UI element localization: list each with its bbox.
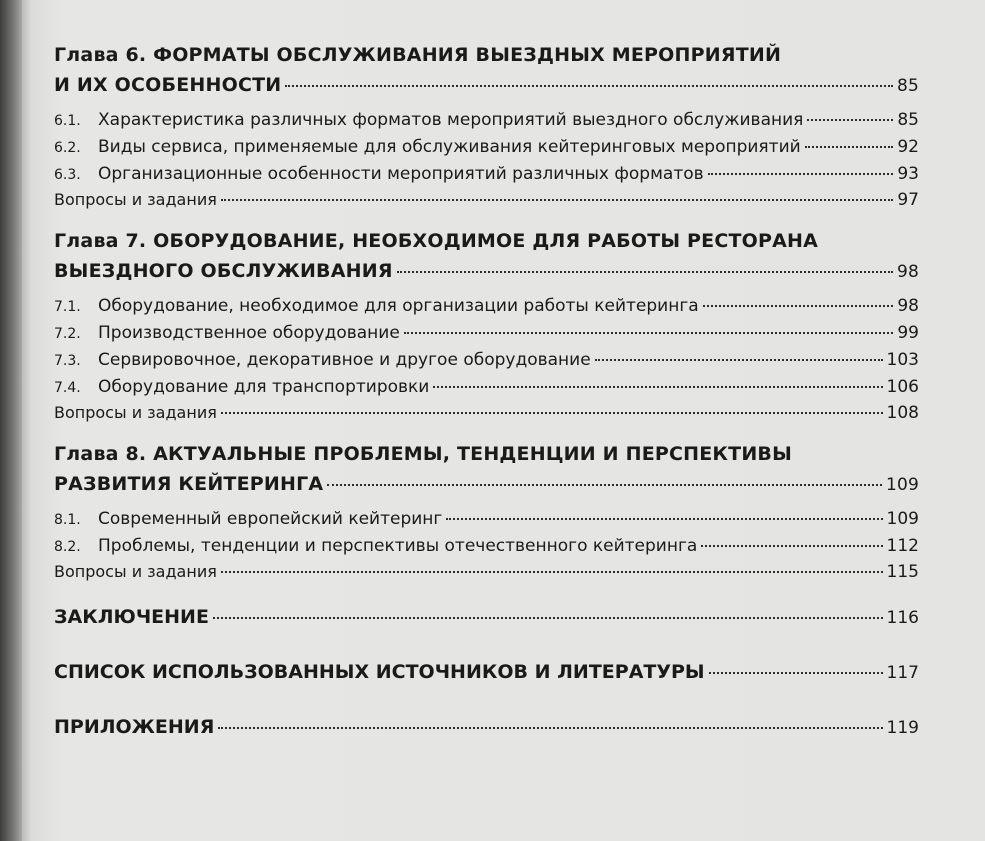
section-title: Характеристика различных форматов мероприятий выездного обслуживания [98, 110, 804, 130]
chapter-7 [54, 226, 919, 425]
questions-entry [54, 188, 919, 212]
toc-entry [54, 107, 919, 134]
page-number: 112 [886, 536, 919, 556]
toc-entry [54, 374, 919, 401]
section-title: Организационные особенности мероприятий различных форматов [98, 164, 704, 184]
references-entry [54, 657, 919, 688]
page-number: 92 [897, 137, 919, 157]
chapter-title-line1: Глава 8. АКТУАЛЬНЫЕ ПРОБЛЕМЫ, ТЕНДЕНЦИИ И ПЕРСПЕКТИВЫ [54, 443, 792, 465]
chapter-title-line2-row [54, 256, 919, 287]
dot-leader [433, 386, 882, 388]
chapter-8 [54, 439, 919, 584]
section-number: 6.1. [54, 113, 81, 129]
toc-entry [54, 134, 919, 161]
dot-leader [703, 305, 894, 307]
dot-leader [446, 518, 882, 520]
conclusion-title: ЗАКЛЮЧЕНИЕ [54, 606, 209, 628]
section-number: 7.4. [54, 380, 81, 396]
questions-title: Вопросы и задания [54, 562, 217, 581]
page-number: 98 [897, 296, 919, 316]
section-title: Производственное оборудование [98, 323, 400, 343]
toc-entry [54, 161, 919, 188]
toc-entry [54, 293, 919, 320]
page-number: 115 [886, 562, 919, 582]
dot-leader [709, 672, 883, 674]
section-title: Современный европейский кейтеринг [98, 509, 443, 529]
questions-title: Вопросы и задания [54, 190, 217, 209]
page-number: 93 [897, 164, 919, 184]
page-number: 109 [885, 475, 919, 495]
chapter-heading [54, 439, 919, 500]
page-number: 106 [886, 377, 919, 397]
chapter-title-line2-row [54, 70, 919, 101]
section-number: 7.3. [54, 353, 81, 369]
chapter-heading [54, 226, 919, 287]
chapter-title-line2-row [54, 469, 919, 500]
questions-title: Вопросы и задания [54, 403, 217, 422]
dot-leader [213, 617, 883, 619]
toc-entry [54, 506, 919, 533]
chapter-title-line2: РАЗВИТИЯ КЕЙТЕРИНГА [54, 473, 324, 495]
page-number: 119 [886, 718, 919, 738]
page-number: 108 [886, 403, 919, 423]
dot-leader [221, 199, 894, 201]
chapter-heading [54, 40, 919, 101]
table-of-contents [54, 40, 919, 767]
dot-leader [807, 119, 893, 121]
chapter-6 [54, 40, 919, 212]
page-number: 117 [886, 663, 919, 683]
section-number: 8.2. [54, 539, 81, 555]
dot-leader [701, 545, 882, 547]
page-number: 99 [897, 323, 919, 343]
chapter-title-line1: Глава 7. ОБОРУДОВАНИЕ, НЕОБХОДИМОЕ ДЛЯ РАБОТЫ РЕСТОРАНА [54, 230, 819, 252]
page-number: 98 [896, 262, 919, 282]
chapter-title-line2: И ИХ ОСОБЕННОСТИ [54, 74, 282, 96]
section-title: Сервировочное, декоративное и другое оборудование [98, 350, 591, 370]
toc-entry [54, 533, 919, 560]
page-number: 109 [886, 509, 919, 529]
section-number: 7.2. [54, 326, 81, 342]
dot-leader [805, 146, 894, 148]
dot-leader [221, 412, 883, 414]
appendices-entry [54, 712, 919, 743]
dot-leader [221, 571, 883, 573]
dot-leader [285, 85, 893, 87]
dot-leader [327, 484, 882, 486]
page-number: 103 [886, 350, 919, 370]
toc-entry [54, 320, 919, 347]
section-number: 6.3. [54, 167, 81, 183]
questions-entry [54, 401, 919, 425]
appendices-title: ПРИЛОЖЕНИЯ [54, 716, 215, 738]
page-number: 85 [896, 76, 919, 96]
questions-entry [54, 560, 919, 584]
section-number: 8.1. [54, 512, 81, 528]
dot-leader [404, 332, 894, 334]
dot-leader [397, 271, 893, 273]
chapter-title-line2: ВЫЕЗДНОГО ОБСЛУЖИВАНИЯ [54, 260, 393, 282]
book-spine-shadow [0, 0, 22, 841]
section-number: 7.1. [54, 299, 81, 315]
toc-entry [54, 347, 919, 374]
references-title: СПИСОК ИСПОЛЬЗОВАННЫХ ИСТОЧНИКОВ И ЛИТЕРАТУРЫ [54, 661, 705, 683]
conclusion-entry [54, 602, 919, 633]
page-number: 116 [886, 608, 919, 628]
section-title: Виды сервиса, применяемые для обслуживания кейтеринговых мероприятий [98, 137, 801, 157]
section-title: Оборудование для транспортировки [98, 377, 430, 397]
section-title: Оборудование, необходимое для организации работы кейтеринга [98, 296, 699, 316]
dot-leader [595, 359, 883, 361]
chapter-title-line1: Глава 6. ФОРМАТЫ ОБСЛУЖИВАНИЯ ВЫЕЗДНЫХ МЕРОПРИЯТИЙ [54, 44, 782, 66]
page-number: 97 [897, 190, 919, 210]
page-number: 85 [897, 110, 919, 130]
section-title: Проблемы, тенденции и перспективы отечественного кейтеринга [98, 536, 698, 556]
dot-leader [708, 173, 894, 175]
section-number: 6.2. [54, 140, 81, 156]
dot-leader [218, 727, 882, 729]
